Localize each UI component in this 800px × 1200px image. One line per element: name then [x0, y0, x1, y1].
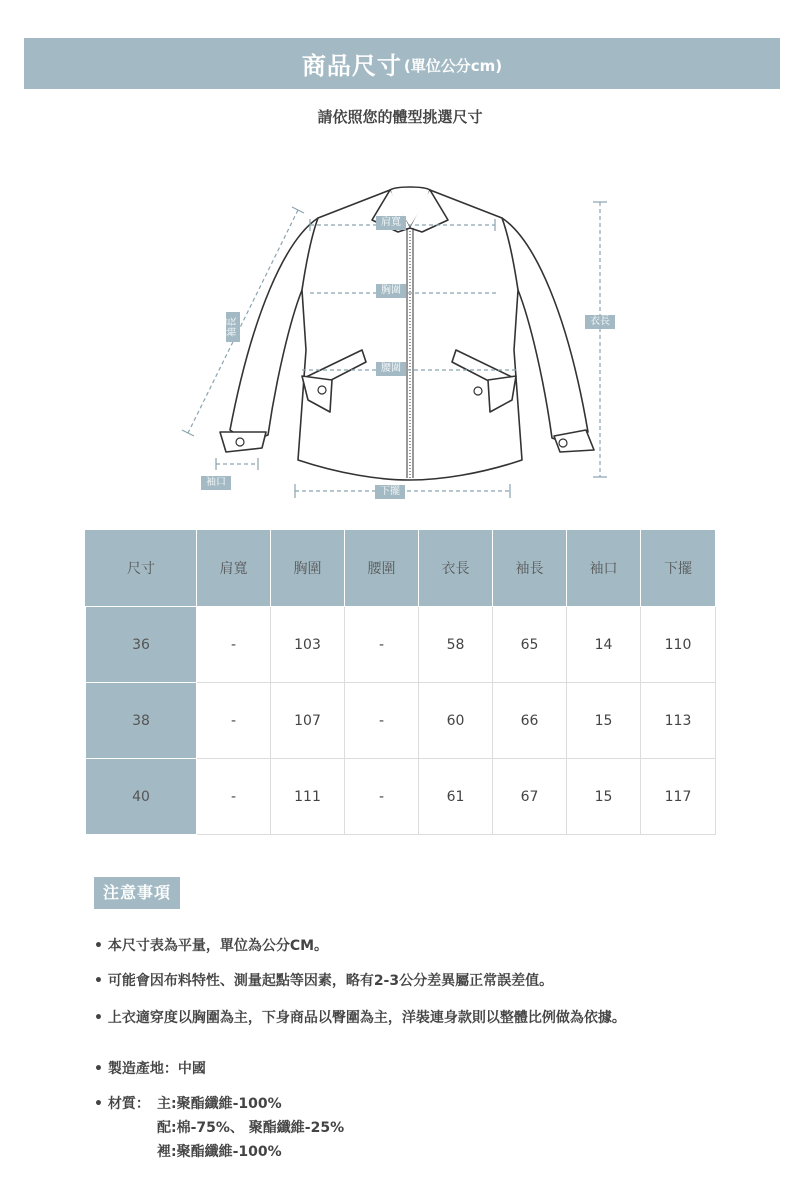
table-cell: -	[197, 607, 271, 683]
table-cell: 117	[641, 759, 716, 835]
header-length: 衣長	[419, 530, 493, 607]
table-cell: 14	[567, 607, 641, 683]
header-waist: 腰圍	[345, 530, 419, 607]
size-cell: 36	[86, 607, 197, 683]
material-trim: 配:棉-75%、 聚酯纖維-25%	[157, 1120, 345, 1136]
size-table	[85, 529, 716, 835]
header-shoulder: 肩寬	[197, 530, 271, 607]
table-cell: 61	[419, 759, 493, 835]
table-cell: 113	[641, 683, 716, 759]
table-cell: 65	[493, 607, 567, 683]
note-item: • 可能會因布料特性、測量起點等因素，略有2-3公分差異屬正常誤差值。	[94, 973, 554, 989]
table-cell: 67	[493, 759, 567, 835]
notes-title: 注意事項	[94, 877, 180, 909]
material-lining: 裡:聚酯纖維-100%	[157, 1144, 282, 1160]
sleeve-label: 袖長	[226, 312, 240, 342]
note-item: • 上衣適穿度以胸圍為主，下身商品以臀圍為主，洋裝連身款則以整體比例做為依據。	[94, 1010, 626, 1026]
table-cell: 66	[493, 683, 567, 759]
waist-label: 腰圍	[376, 362, 406, 376]
unit-label: (單位公分cm)	[403, 57, 503, 75]
table-cell: -	[197, 683, 271, 759]
header-sleeve: 袖長	[493, 530, 567, 607]
table-cell: 107	[271, 683, 345, 759]
header-size: 尺寸	[86, 530, 197, 607]
table-cell: 15	[567, 683, 641, 759]
table-cell: 103	[271, 607, 345, 683]
table-cell: 58	[419, 607, 493, 683]
material-main: 主:聚酯纖維-100%	[157, 1096, 282, 1112]
length-label: 衣長	[585, 315, 615, 329]
subtitle: 請依照您的體型挑選尺寸	[317, 108, 483, 126]
shoulder-label: 肩寬	[376, 216, 406, 230]
table-cell: 110	[641, 607, 716, 683]
table-cell: -	[345, 607, 419, 683]
origin-line: • 製造產地：中國	[94, 1061, 206, 1077]
table-row	[86, 683, 716, 759]
table-row	[86, 607, 716, 683]
size-cell: 40	[86, 759, 197, 835]
cuff-label: 袖口	[201, 476, 231, 490]
header-cuff: 袖口	[567, 530, 641, 607]
table-cell: 60	[419, 683, 493, 759]
size-cell: 38	[86, 683, 197, 759]
table-cell: -	[197, 759, 271, 835]
hem-label: 下擺	[375, 485, 405, 499]
table-header-row	[86, 530, 716, 607]
note-item: • 本尺寸表為平量，單位為公分CM。	[94, 938, 329, 954]
title-banner	[24, 38, 780, 89]
page-title: 商品尺寸	[301, 52, 402, 80]
table-cell: -	[345, 759, 419, 835]
table-cell: -	[345, 683, 419, 759]
jacket-illustration	[180, 180, 640, 510]
table-cell: 15	[567, 759, 641, 835]
jacket-diagram	[180, 180, 640, 510]
header-chest: 胸圍	[271, 530, 345, 607]
table-row	[86, 759, 716, 835]
table-cell: 111	[271, 759, 345, 835]
header-hem: 下擺	[641, 530, 716, 607]
chest-label: 胸圍	[376, 284, 406, 298]
material-label: • 材質：	[94, 1096, 150, 1112]
